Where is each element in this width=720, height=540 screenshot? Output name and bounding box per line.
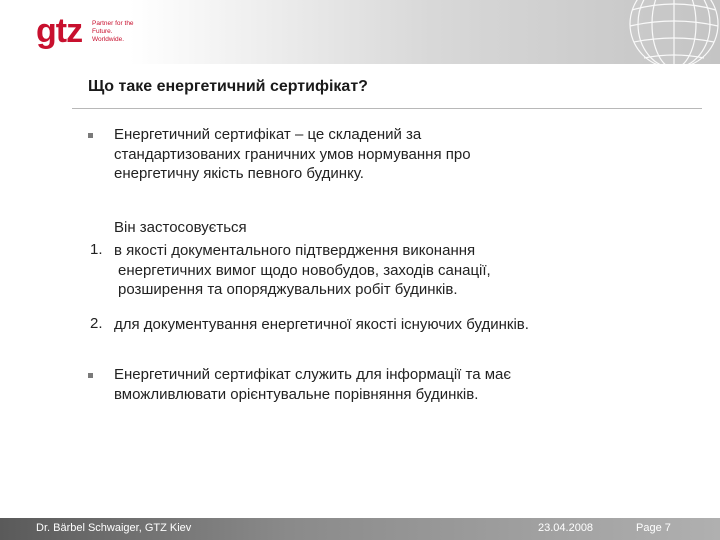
footer-page-number: Page 7 xyxy=(636,522,671,534)
bullet-1-line-2: стандартизованих граничних умов нормування про xyxy=(114,145,471,163)
title-divider xyxy=(72,108,702,109)
tagline-line2: Worldwide. xyxy=(92,36,125,43)
bullet-1-line-3: енергетичну якість певного будинку. xyxy=(114,165,364,182)
bullet-marker-2 xyxy=(88,373,93,378)
slide-footer xyxy=(0,518,720,540)
bullet-2-line-2: вможливлювати орієнтувальне порівняння будинків. xyxy=(114,385,479,403)
applied-heading: Він застосовується xyxy=(114,219,247,236)
gtz-logo: gtz xyxy=(36,12,83,50)
bullet-2-text xyxy=(114,365,511,404)
bullet-1-text xyxy=(114,125,471,184)
globe-icon xyxy=(612,0,720,72)
logo-tagline xyxy=(92,20,152,44)
footer-date: 23.04.2008 xyxy=(538,522,594,534)
tagline-line1: Partner for the Future. xyxy=(92,20,134,35)
list-item-2-line-1: для документування енергетичної якості існуючих будинків. xyxy=(114,316,529,333)
slide-header xyxy=(0,0,720,64)
list-item-1-line-3: розширення та опоряджувальних робіт будинків. xyxy=(118,281,458,298)
bullet-1-line-1: Енергетичний сертифікат – це складений за xyxy=(114,126,422,143)
list-item-2 xyxy=(114,315,529,335)
footer-author: Dr. Bärbel Schwaiger, GTZ Kiev xyxy=(36,522,192,534)
list-item-1 xyxy=(114,241,491,300)
list-number-1: 1. xyxy=(90,241,103,258)
bullet-marker-1 xyxy=(88,133,93,138)
list-number-2: 2. xyxy=(90,315,103,332)
list-item-1-line-1: в якості документального підтвердження виконання xyxy=(114,242,476,259)
slide-title: Що таке енергетичний сертифікат? xyxy=(88,78,368,95)
bullet-2-line-1: Енергетичний сертифікат служить для інформації та має xyxy=(114,366,512,383)
list-item-1-line-2: енергетичних вимог щодо новобудов, заходів санації, xyxy=(118,261,491,279)
